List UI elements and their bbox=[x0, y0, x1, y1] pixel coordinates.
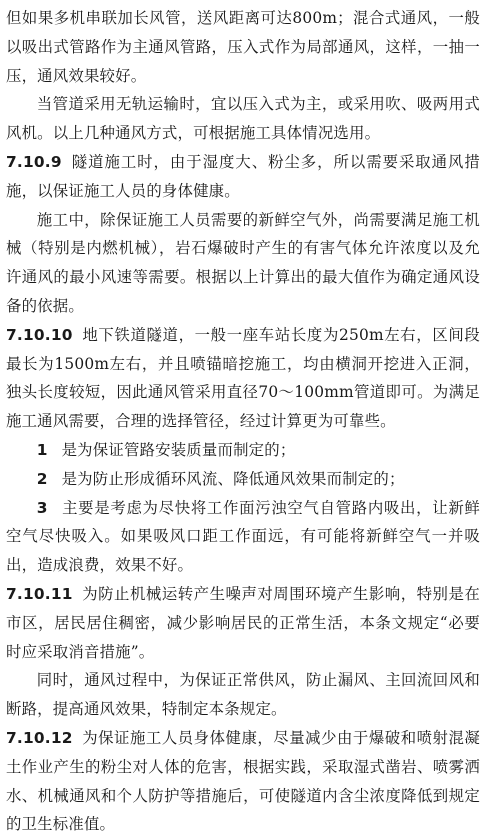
list-item-2 bbox=[6, 465, 480, 494]
clause-7-10-10 bbox=[6, 321, 480, 436]
clause-7-10-11 bbox=[6, 580, 480, 666]
list-item-3 bbox=[6, 494, 480, 580]
list-item-number: 1 bbox=[36, 440, 48, 459]
list-item-1 bbox=[6, 436, 480, 465]
clause-text: 隧道施工时，由于湿度大、粉尘多，所以需要采取通风措施，以保证施工人员的身体健康。 bbox=[6, 152, 480, 200]
clause-7-10-12 bbox=[6, 724, 480, 839]
paragraph-track-note: 当管道采用无轨运输时，宜以压入式为主，或采用吹、吸两用式风机。以上几种通风方式，可根据施工具体情况选用。 bbox=[6, 95, 480, 143]
clause-number: 7.10.10 bbox=[6, 325, 73, 344]
clause-text: 地下铁道隧道，一般一座车站长度为250m左右，区间段最长为1500m左右，并且喷锚暗挖施工，均由横洞开挖进入正洞，独头长度较短，因此通风管采用直径70～100mm管道即可。为满足施工通风需要，合理的选择管径，经过计算更为可靠些。 bbox=[6, 325, 480, 431]
list-item-text: 是为保证管路安装质量而制定的； bbox=[61, 440, 296, 459]
paragraph-continuation: 但如果多机串联加长风管，送风距离可达800m；混合式通风，一般以吸出式管路作为主通风管路，压入式作为局部通风，这样，一抽一压，通风效果较好。 bbox=[6, 9, 480, 85]
clause-number: 7.10.12 bbox=[6, 728, 73, 747]
clause-text: 为防止机械运转产生噪声对周围环境产生影响，特别是在市区，居民居住稠密，减少影响居民的正常生活，本条文规定“必要时应采取消音措施”。 bbox=[6, 584, 480, 661]
clause-text: 为保证施工人员身体健康，尽量减少由于爆破和喷射混凝土作业产生的粉尘对人体的危害，根据实践，采取湿式凿岩、喷雾洒水、机械通风和个人防护等措施后，可使隧道内含尘浓度降低到规定的卫生标准值。 bbox=[6, 728, 480, 834]
paragraph-supply-air: 同时，通风过程中，为保证正常供风，防止漏风、主回流回风和断路，提高通风效果，特制定本条规定。 bbox=[6, 671, 480, 719]
clause-7-10-9 bbox=[6, 148, 480, 206]
list-item-text: 是为防止形成循环风流、降低通风效果而制定的； bbox=[61, 469, 405, 488]
paragraph-ventilation-basis: 施工中，除保证施工人员需要的新鲜空气外，尚需要满足施工机械（特别是内燃机械），岩石爆破时产生的有害气体允许浓度以及允许通风的最小风速等需要。根据以上计算出的最大值作为确定通风设备的依据。 bbox=[6, 210, 480, 315]
clause-number: 7.10.11 bbox=[6, 584, 73, 603]
list-item-text: 主要是考虑为尽快将工作面污浊空气自管路内吸出，让新鲜空气尽快吸入。如果吸风口距工作面远，有可能将新鲜空气一并吸出，造成浪费，效果不好。 bbox=[6, 498, 480, 575]
list-item-number: 3 bbox=[36, 498, 48, 517]
clause-number: 7.10.9 bbox=[6, 152, 62, 171]
list-item-number: 2 bbox=[36, 469, 48, 488]
